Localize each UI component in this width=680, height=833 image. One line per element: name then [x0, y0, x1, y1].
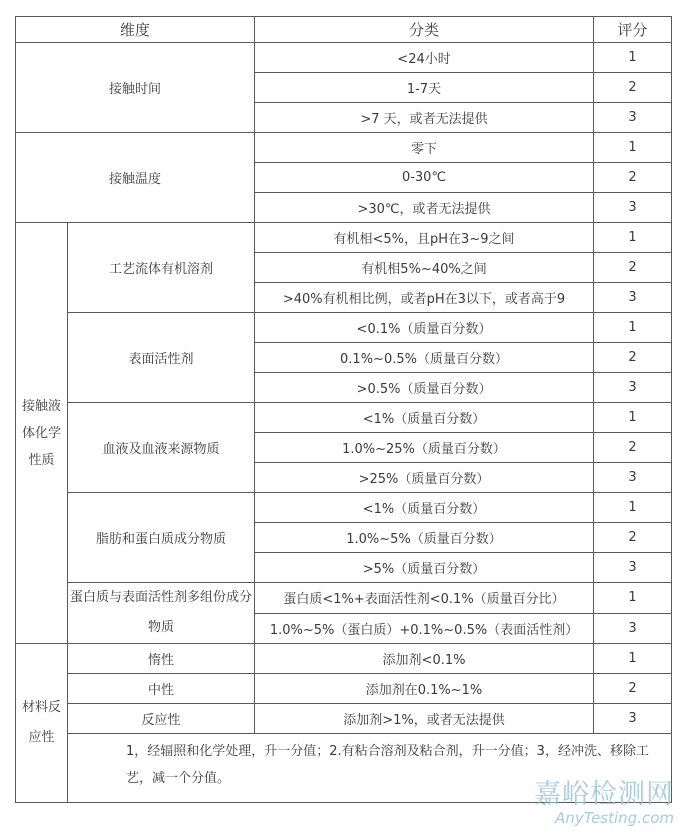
score-cell: 1: [594, 583, 672, 614]
score-cell: 3: [594, 613, 672, 644]
category-cell: 蛋白质<1%+表面活性剂<0.1%（质量百分比）: [255, 583, 594, 614]
category-cell: 添加剂<0.1%: [255, 644, 594, 674]
category-cell: >5%（质量百分数）: [255, 553, 594, 583]
category-cell: <1%（质量百分数）: [255, 403, 594, 433]
watermark-en: AnyTesting.com: [555, 809, 674, 827]
subgroup-protein-surfactant-mix: 蛋白质与表面活性剂多组份成分物质: [68, 583, 255, 644]
score-cell: 3: [594, 373, 672, 403]
score-cell: 2: [594, 674, 672, 704]
category-cell: 添加剂>1%，或者无法提供: [255, 704, 594, 734]
score-cell: 1: [594, 313, 672, 343]
subgroup-process-solvent: 工艺流体有机溶剂: [68, 223, 255, 313]
dimension-contact-temperature: 接触温度: [16, 133, 255, 223]
category-cell: 1.0%~5%（质量百分数）: [255, 523, 594, 553]
reactivity-name-cell: 反应性: [68, 704, 255, 734]
watermark-cn: 嘉峪检测网: [534, 779, 674, 810]
category-cell: >0.5%（质量百分数）: [255, 373, 594, 403]
watermark: [534, 772, 674, 827]
table-row: [16, 704, 672, 734]
score-cell: 2: [594, 523, 672, 553]
table-row: [16, 223, 672, 253]
table-row: [16, 43, 672, 73]
table-header-row: [16, 17, 672, 43]
score-cell: 1: [594, 403, 672, 433]
category-cell: 有机相<5%，且pH在3~9之间: [255, 223, 594, 253]
category-cell: >40%有机相比例，或者pH在3以下，或者高于9: [255, 283, 594, 313]
score-cell: 1: [594, 644, 672, 674]
dimension-contact-time: 接触时间: [16, 43, 255, 133]
category-cell: >7 天，或者无法提供: [255, 103, 594, 133]
category-cell: 1.0%~25%（质量百分数）: [255, 433, 594, 463]
score-cell: 1: [594, 133, 672, 163]
table-row: [16, 493, 672, 523]
score-cell: 3: [594, 553, 672, 583]
category-cell: >25%（质量百分数）: [255, 463, 594, 493]
header-category: 分类: [255, 17, 594, 43]
table-row: [16, 674, 672, 704]
header-dimension: 维度: [16, 17, 255, 43]
score-cell: 2: [594, 163, 672, 193]
category-cell: <1%（质量百分数）: [255, 493, 594, 523]
score-cell: 2: [594, 343, 672, 373]
table-row: [16, 133, 672, 163]
category-cell: 添加剂在0.1%~1%: [255, 674, 594, 704]
header-score: 评分: [594, 17, 672, 43]
category-cell: <0.1%（质量百分数）: [255, 313, 594, 343]
category-cell: 零下: [255, 133, 594, 163]
table-row: [16, 403, 672, 433]
table-row: [16, 313, 672, 343]
subgroup-blood: 血液及血液来源物质: [68, 403, 255, 493]
score-cell: 2: [594, 433, 672, 463]
scoring-table: [15, 16, 672, 803]
category-cell: 有机相5%~40%之间: [255, 253, 594, 283]
category-cell: 1-7天: [255, 73, 594, 103]
scoring-table-page: [15, 16, 671, 803]
reactivity-name-cell: 中性: [68, 674, 255, 704]
dimension-material-reactivity: 材料反应性: [16, 644, 68, 803]
category-cell: 1.0%~5%（蛋白质）+0.1%~0.5%（表面活性剂）: [255, 613, 594, 644]
category-cell: 0-30℃: [255, 163, 594, 193]
score-cell: 3: [594, 463, 672, 493]
score-cell: 1: [594, 223, 672, 253]
score-cell: 1: [594, 493, 672, 523]
reactivity-name-cell: 惰性: [68, 644, 255, 674]
dimension-contact-liquid: 接触液体化学性质: [16, 223, 68, 644]
category-cell: 0.1%~0.5%（质量百分数）: [255, 343, 594, 373]
subgroup-surfactant: 表面活性剂: [68, 313, 255, 403]
subgroup-fat-protein: 脂肪和蛋白质成分物质: [68, 493, 255, 583]
footnote: 1，经辐照和化学处理，升一分值；2.有粘合溶剂及粘合剂，升一分值；3，经冲洗、移除工艺，减一个分值。: [68, 734, 672, 803]
score-cell: 2: [594, 253, 672, 283]
score-cell: 3: [594, 283, 672, 313]
category-cell: >30℃，或者无法提供: [255, 193, 594, 223]
table-row: [16, 644, 672, 674]
score-cell: 2: [594, 73, 672, 103]
score-cell: 3: [594, 704, 672, 734]
category-cell: <24小时: [255, 43, 594, 73]
score-cell: 3: [594, 193, 672, 223]
table-row: [16, 583, 672, 614]
score-cell: 1: [594, 43, 672, 73]
score-cell: 3: [594, 103, 672, 133]
